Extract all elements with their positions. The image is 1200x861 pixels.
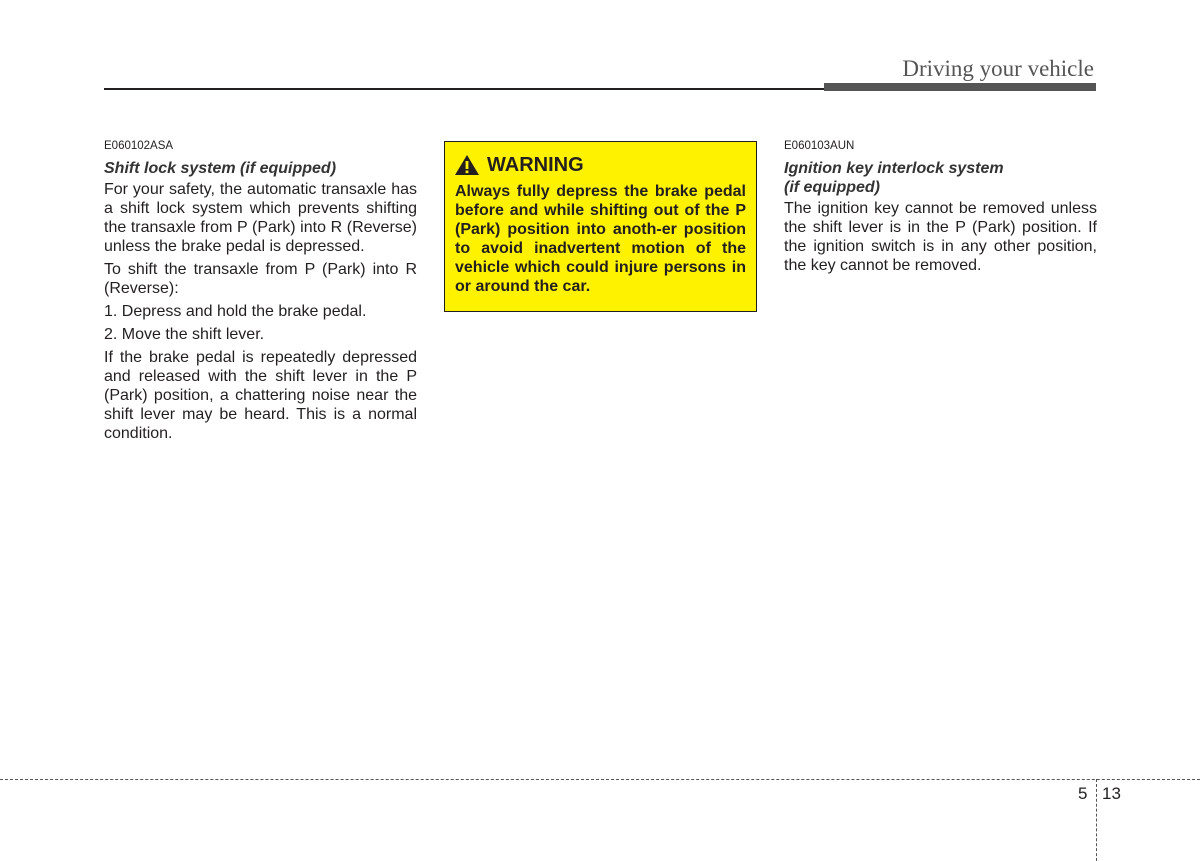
warning-header [455,152,746,178]
paragraph: If the brake pedal is repeatedly depressed and released with the shift lever in the P (Park) position, a chattering noise near the shift lever may be heard. This is a normal condition. [104,349,417,442]
heading-line: Ignition key interlock system [784,160,1004,177]
page-number: 13 [1102,784,1121,803]
paragraph: The ignition key cannot be removed unless the shift lever is in the P (Park) position. If the ignition switch is in any other position, the key cannot be removed. [784,200,1097,274]
paragraph: To shift the transaxle from P (Park) into R (Reverse): [104,261,417,297]
warning-box [444,141,757,312]
right-column [784,140,1097,275]
paragraph: For your safety, the automatic transaxle has a shift lock system which prevents shifting the transaxle from P (Park) into R (Reverse) unless the brake pedal is depressed. [104,181,417,255]
warning-title: WARNING [487,153,584,176]
chapter-number: 5 [1078,784,1088,803]
heading-line: (if equipped) [784,179,880,196]
section-code: E060102ASA [104,140,174,152]
footer-divider [0,779,1200,780]
header-rule [104,88,824,90]
section-heading: Shift lock system (if equipped) [104,160,337,177]
header-rule-accent [824,83,1096,91]
warning-triangle-icon [454,154,480,176]
section-title: Driving your vehicle [902,56,1094,81]
step-item: 1. Depress and hold the brake pedal. [104,303,367,320]
left-column [104,140,417,443]
warning-text: Always fully depress the brake pedal before and while shifting out of the P (Park) position into anoth-er position to avoid inadvertent motion of the vehicle which could injure persons in or around the car. [455,183,746,295]
step-item: 2. Move the shift lever. [104,326,265,343]
footer-vertical-divider [1096,779,1097,861]
section-code: E060103AUN [784,140,855,152]
section-heading [784,159,1097,197]
